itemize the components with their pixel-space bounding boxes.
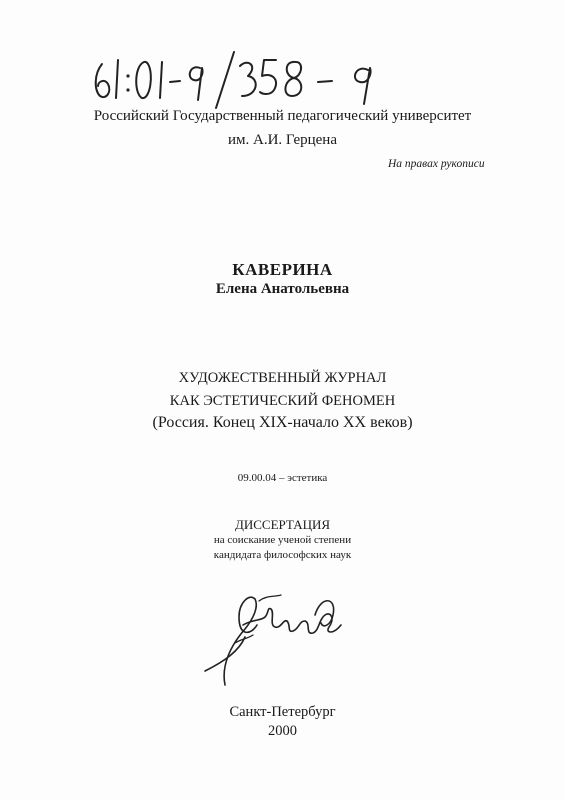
degree-purpose-line-2: кандидата философских наук [213, 549, 352, 561]
degree-purpose-line-1: на соискание ученой степени [213, 534, 352, 546]
publication-city: Санкт-Петербург [229, 704, 336, 720]
author-given-names: Елена Анатольевна [215, 281, 350, 297]
specialty-code: 09.00.04 – эстетика [237, 472, 328, 484]
author-surname: КАВЕРИНА [232, 260, 333, 279]
document-type: ДИССЕРТАЦИЯ [234, 517, 331, 532]
university-name: Российский Государственный педагогический университет [93, 108, 472, 124]
author-signature [195, 585, 365, 695]
thesis-title-line-1: ХУДОЖЕСТВЕННЫЙ ЖУРНАЛ [178, 370, 387, 386]
thesis-title-line-2: КАК ЭСТЕТИЧЕСКИЙ ФЕНОМЕН [169, 393, 396, 409]
handwritten-registration-code [88, 46, 398, 116]
university-honorific: им. А.И. Герцена [228, 132, 337, 148]
publication-year: 2000 [268, 723, 297, 739]
thesis-title-line-3: (Россия. Конец XIX-начало XX веков) [152, 414, 413, 431]
manuscript-rights-note: На правах рукописи [388, 158, 485, 170]
